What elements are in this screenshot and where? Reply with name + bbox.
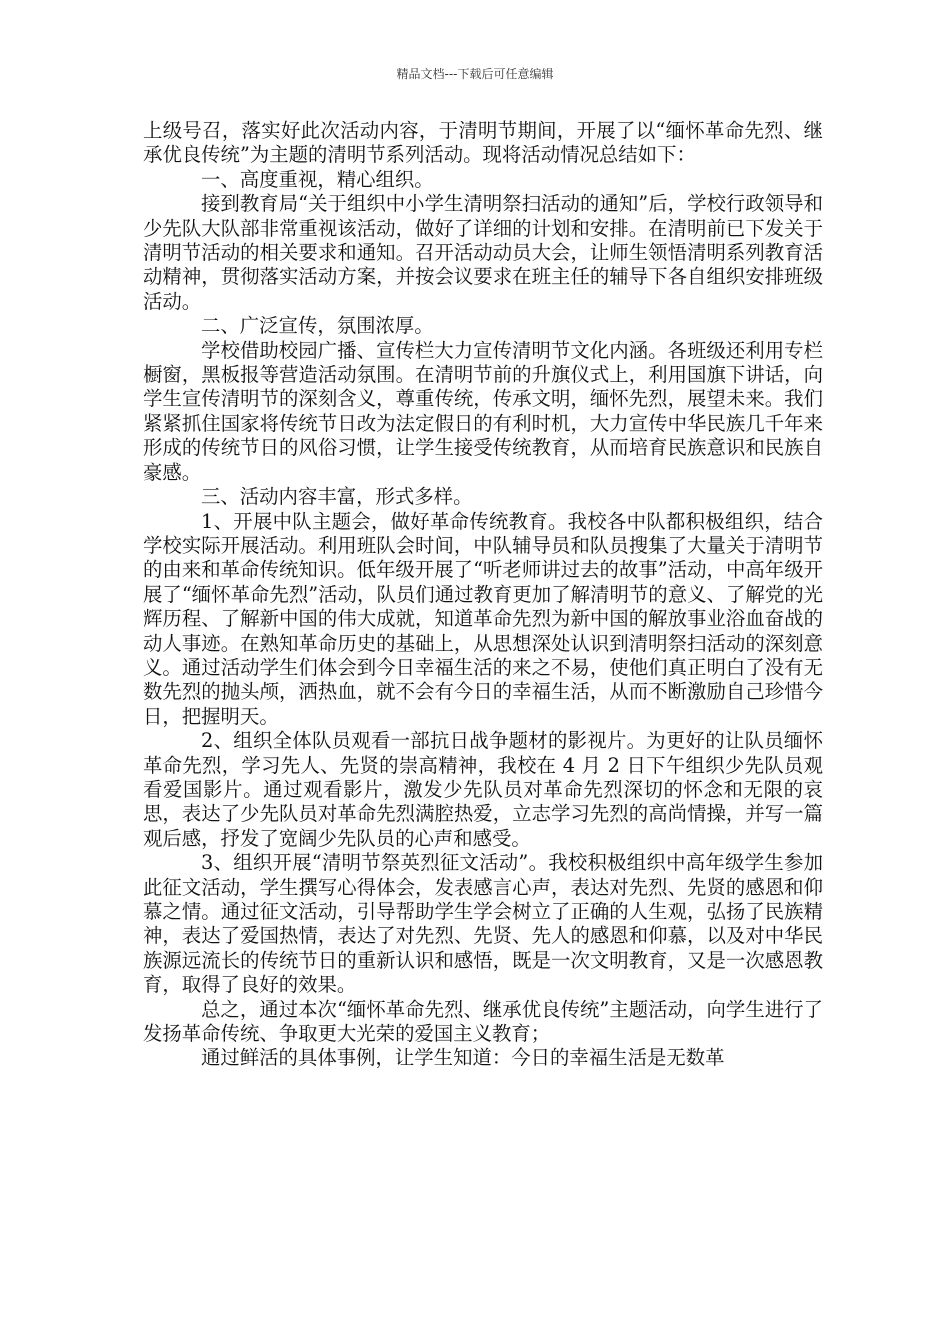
paragraph-item-1: 1、开展中队主题会，做好革命传统教育。我校各中队都积极组织，结合学校实际开展活动。利用班队会时间，中队辅导员和队员搜集了大量关于清明节的由来和革命传统知识。低年级开展了“听老师讲过去的故事”活动，中高年级开展了“缅怀革命先烈”活动，队员们通过教育更加了解清明节的意义、了解党的光辉历程、了解新中国的伟大成就，知道革命先烈为新中国的解放事业浴血奋战的动人事迹。在熟知革命历史的基础上，从思想深处认识到清明祭扫活动的深刻意义。通过活动学生们体会到今日幸福生活的来之不易，使他们真正明白了没有无数先烈的抛头颅，洒热血，就不会有今日的幸福生活，从而不断激励自己珍惜今日，把握明天。 [143,509,823,728]
paragraph-summary: 总之，通过本次“缅怀革命先烈、继承优良传统”主题活动，向学生进行了发扬革命传统、争取更大光荣的爱国主义教育； [143,997,823,1046]
paragraph-closing: 通过鲜活的具体事例，让学生知道：今日的幸福生活是无数革 [201,1046,725,1070]
section-heading-1: 一、高度重视，精心组织。 [201,167,434,191]
paragraph-intro-continuation: 上级号召，落实好此次活动内容，于清明节期间，开展了以“缅怀革命先烈、继承优良传统”为主题的清明节系列活动。现将活动情况总结如下： [143,119,823,167]
paragraph-item-3: 3、组织开展“清明节祭英烈征文活动”。我校积极组织中高年级学生参加此征文活动，学生撰写心得体会，发表感言心声，表达对先烈、先贤的感恩和仰慕之情。通过征文活动，引导帮助学生学会树立了正确的人生观，弘扬了民族精神，表达了爱国热情，表达了对先烈、先贤、先人的感恩和仰慕，以及对中华民族源远流长的传统节日的重新认识和感悟，既是一次文明教育，又是一次感恩教育，取得了良好的效果。 [143,851,823,997]
paragraph-section-2: 学校借助校园广播、宣传栏大力宣传清明节文化内涵。各班级还利用专栏橱窗，黑板报等营造活动氛围。在清明节前的升旗仪式上，利用国旗下讲话，向学生宣传清明节的深刻含义，尊重传统，传承文明，缅怀先烈，展望未来。我们紧紧抓住国家将传统节日改为法定假日的有利时机，大力宣传中华民族几千年来形成的传统节日的风俗习惯，让学生接受传统教育，从而培育民族意识和民族自豪感。 [143,338,823,484]
section-heading-2: 二、广泛宣传，氛围浓厚。 [201,314,434,338]
page-header: 精品文档---下载后可任意编辑 [396,67,554,81]
paragraph-section-1: 接到教育局“关于组织中小学生清明祭扫活动的通知”后，学校行政领导和少先队大队部非常重视该活动，做好了详细的计划和安排。在清明前已下发关于清明节活动的相关要求和通知。召开活动动员大会，让师生领悟清明系列教育活动精神，贯彻落实活动方案，并按会议要求在班主任的辅导下各自组织安排班级活动。 [143,192,823,313]
document-body [143,119,823,1071]
section-heading-3: 三、活动内容丰富，形式多样。 [201,485,473,509]
paragraph-item-2: 2、组织全体队员观看一部抗日战争题材的影视片。为更好的让队员缅怀革命先烈，学习先人、先贤的崇高精神，我校在 4 月 2 日下午组织少先队员观看爱国影片。通过观看影片，激发少先队员对革命先烈深切的怀念和无限的哀思，表达了少先队员对革命先烈满腔热爱，立志学习先烈的高尚情操，并写一篇观后感，抒发了宽阔少先队员的心声和感受。 [143,729,823,850]
